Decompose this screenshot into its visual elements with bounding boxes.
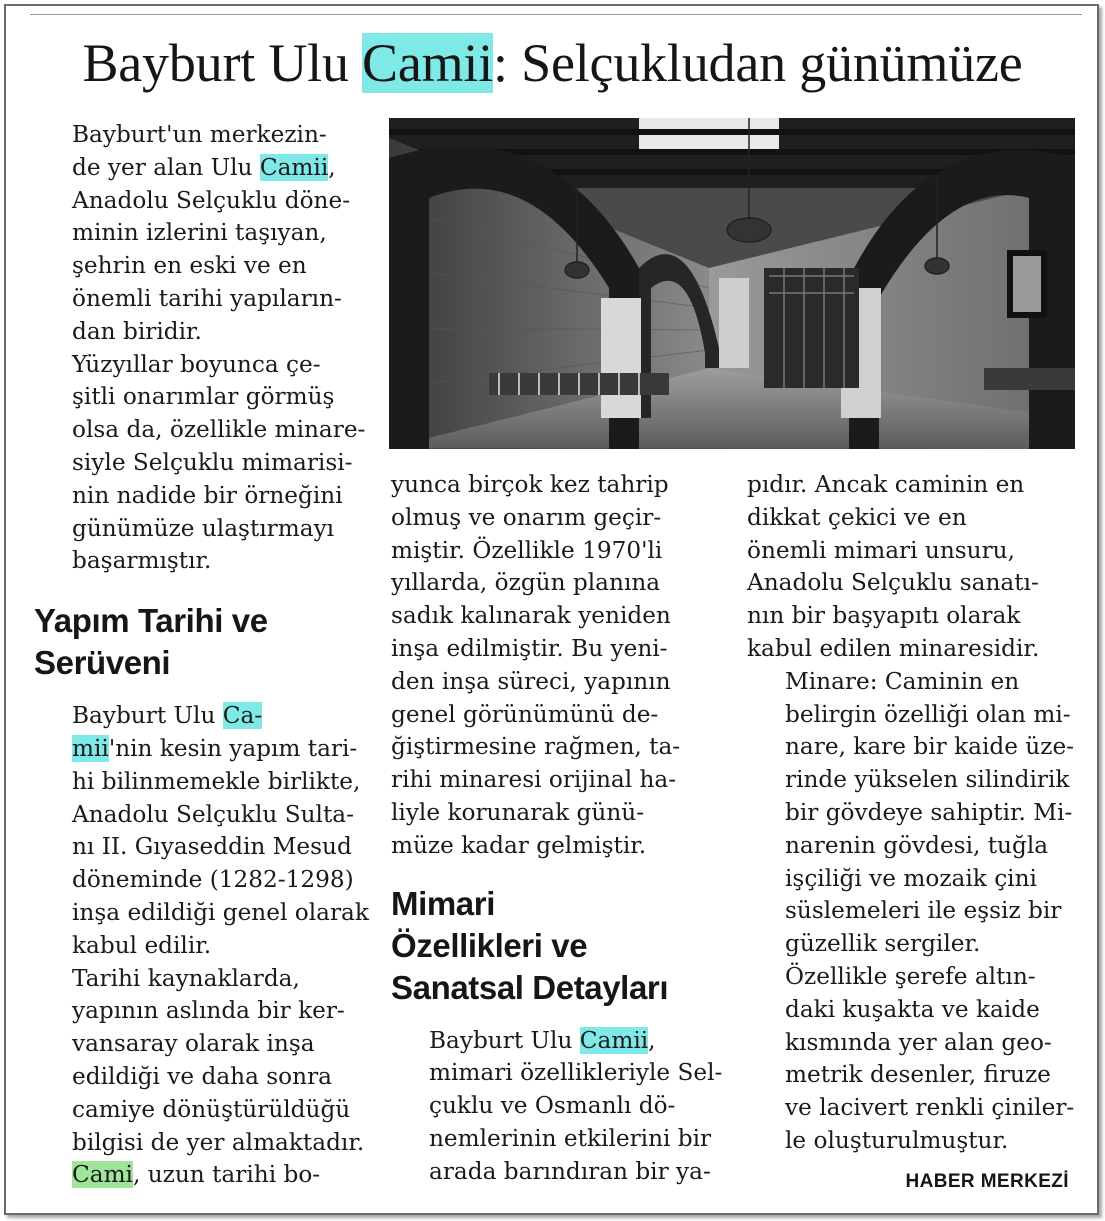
text-segment: Anadolu Selçuklu sanatı-	[747, 569, 1039, 597]
text-segment: ,	[648, 1026, 656, 1054]
text-line	[747, 895, 1077, 928]
text-line	[34, 897, 369, 930]
text-line	[34, 831, 364, 864]
text-segment: siyle Selçuklu mimarisi-	[72, 448, 353, 476]
text-segment: inşa edildiği genel olarak	[72, 898, 369, 926]
text-line	[391, 1025, 721, 1058]
text-segment: rihi minaresi orijinal ha-	[391, 766, 677, 794]
text-line	[391, 600, 721, 633]
text-segment: şitli onarımlar görmüş	[72, 383, 335, 411]
headline-text: Bayburt Ulu	[82, 33, 363, 93]
text-segment: genel görünümünü de-	[391, 700, 659, 728]
text-line	[747, 1059, 1077, 1092]
section2-paragraph-2	[747, 666, 1077, 961]
text-line	[391, 633, 721, 666]
text-line	[747, 1092, 1077, 1125]
text-line	[34, 733, 364, 766]
top-rule	[30, 14, 1082, 15]
text-segment: inşa edilmiştir. Bu yeni-	[391, 634, 668, 662]
intro-paragraph-2	[34, 349, 364, 579]
section1-paragraph-1	[34, 700, 369, 962]
text-segment: kabul edilen minaresidir.	[747, 634, 1040, 662]
text-segment: vansaray olarak inşa	[72, 1030, 315, 1058]
text-segment: hi bilinmemekle birlikte,	[72, 767, 361, 795]
text-line	[391, 502, 721, 535]
text-line	[34, 119, 364, 152]
text-line	[747, 830, 1077, 863]
text-line	[34, 963, 364, 996]
text-segment: Anadolu Selçuklu döne-	[72, 186, 351, 214]
text-line	[34, 1127, 364, 1160]
text-line	[391, 567, 721, 600]
text-segment: ğiştirmesine rağmen, ta-	[391, 733, 681, 761]
text-segment: çuklu ve Osmanlı dö-	[429, 1092, 676, 1120]
text-segment: döneminde (1282-1298)	[72, 866, 354, 894]
text-segment: Tarihi kaynaklarda,	[72, 964, 300, 992]
text-line	[34, 930, 364, 963]
text-segment: olsa da, özellikle minare-	[72, 416, 366, 444]
text-segment: kabul edilir.	[72, 931, 212, 959]
text-line	[391, 469, 721, 502]
text-line	[34, 864, 364, 897]
section1-paragraph-3	[34, 1159, 364, 1192]
text-line	[34, 447, 364, 480]
highlight-cami: Cami	[72, 1161, 133, 1189]
text-line	[391, 1123, 721, 1156]
highlight-camii: Camii	[579, 1026, 649, 1054]
text-segment: pıdır. Ancak caminin en	[747, 471, 1025, 498]
text-line	[34, 185, 364, 218]
photo-illustration	[389, 118, 1075, 449]
text-line	[34, 283, 364, 316]
text-line	[747, 666, 1077, 699]
text-line	[34, 700, 364, 733]
text-segment: Bayburt Ulu	[72, 702, 223, 730]
headline	[0, 28, 1105, 98]
text-line	[34, 349, 364, 382]
text-line	[34, 316, 364, 349]
headline-text-end: : Selçukludan günümüze	[493, 33, 1023, 93]
text-segment: arada barındıran bir ya-	[429, 1157, 711, 1185]
text-segment: Bayburt Ulu	[429, 1026, 580, 1054]
text-segment: başarmıştır.	[72, 547, 212, 575]
intro-paragraph-1	[34, 119, 364, 349]
text-segment: Özellikle şerefe altın-	[785, 962, 1036, 990]
text-line	[34, 250, 364, 283]
highlight-camii: Camii	[259, 153, 329, 181]
text-segment: liyle korunarak günü-	[391, 798, 645, 826]
text-segment: Bayburt'un merkezin-	[72, 121, 327, 148]
text-segment: Anadolu Selçuklu Sulta-	[72, 800, 354, 828]
text-segment: minin izlerini taşıyan,	[72, 219, 327, 247]
text-segment: yapının aslında bir ker-	[72, 997, 345, 1025]
text-segment: den inşa süreci, yapının	[391, 667, 671, 695]
text-segment: önemli tarihi yapıların-	[72, 284, 342, 312]
text-segment: kısmında yer alan geo-	[785, 1028, 1052, 1056]
column-2	[391, 469, 721, 1189]
section2-paragraph-1-continued	[747, 469, 1077, 666]
text-line	[391, 1057, 721, 1090]
text-segment: nemlerinin etkilerini bir	[429, 1124, 712, 1152]
text-segment: ,	[328, 153, 336, 181]
text-line	[391, 731, 721, 764]
text-segment: 'nin kesin yapım tari-	[108, 734, 358, 762]
text-segment: süslemeleri ile eşsiz bir	[785, 897, 1062, 925]
text-line	[391, 830, 721, 863]
text-segment: rinde yükselen silindirik	[785, 766, 1070, 794]
text-segment: de yer alan Ulu	[72, 153, 260, 181]
mosque-interior-photo	[389, 118, 1075, 449]
text-segment: olmuş ve onarım geçir-	[391, 503, 662, 531]
column-1	[34, 119, 369, 1192]
text-segment: mimari özellikleriyle Sel-	[429, 1059, 723, 1087]
section2-paragraph-3	[747, 961, 1077, 1158]
text-segment: edildiği ve daha sonra	[72, 1062, 332, 1090]
text-segment: nı II. Gıyaseddin Mesud	[72, 833, 352, 861]
text-line	[34, 766, 364, 799]
text-segment: yunca birçok kez tahrip	[391, 471, 669, 498]
text-line	[747, 928, 1077, 961]
text-line	[747, 469, 1077, 502]
text-segment: ve lacivert renkli çiniler-	[785, 1094, 1075, 1122]
text-line	[747, 731, 1077, 764]
column-3	[747, 469, 1077, 1158]
text-line	[34, 217, 364, 250]
text-segment: önemli mimari unsuru,	[747, 536, 1015, 564]
text-segment: daki kuşakta ve kaide	[785, 995, 1040, 1023]
headline-highlight: Camii	[362, 33, 494, 93]
text-line	[34, 513, 364, 546]
text-line	[747, 699, 1077, 732]
byline: HABER MERKEZİ	[905, 1171, 1069, 1192]
section-heading-yapim-tarihi: Yapım Tarihi ve Serüveni	[34, 602, 268, 682]
text-segment: camiye dönüştürüldüğü	[72, 1095, 351, 1123]
text-line	[391, 1156, 721, 1189]
text-line	[747, 1027, 1077, 1060]
section1-paragraph-3-continued	[391, 469, 721, 863]
text-line	[34, 1094, 364, 1127]
text-segment: bir gövdeye sahiptir. Mi-	[785, 798, 1073, 826]
text-line	[747, 863, 1077, 896]
text-line	[34, 480, 364, 513]
text-segment: narenin gövdesi, tuğla	[785, 831, 1049, 859]
text-line	[747, 502, 1077, 535]
text-line	[747, 764, 1077, 797]
text-segment: günümüze ulaştırmayı	[72, 514, 335, 542]
text-line	[747, 567, 1077, 600]
text-segment: dan biridir.	[72, 317, 202, 345]
highlight-camii: Ca-	[222, 702, 263, 730]
highlight-camii: mii	[72, 734, 109, 762]
text-line	[391, 764, 721, 797]
text-line	[34, 799, 364, 832]
text-segment: metrik desenler, firuze	[785, 1061, 1051, 1089]
text-line	[747, 600, 1077, 633]
text-line	[34, 995, 364, 1028]
text-line	[747, 961, 1077, 994]
text-segment: belirgin özelliği olan mi-	[785, 700, 1071, 728]
text-segment: dikkat çekici ve en	[747, 503, 967, 531]
section1-paragraph-2	[34, 963, 364, 1160]
text-line	[34, 381, 364, 414]
text-line	[34, 414, 364, 447]
text-segment: miştir. Özellikle 1970'li	[391, 536, 663, 564]
text-line	[34, 152, 364, 185]
text-line	[391, 535, 721, 568]
text-line	[391, 797, 721, 830]
text-segment: sadık kalınarak yeniden	[391, 602, 671, 630]
text-line	[747, 994, 1077, 1027]
text-line	[391, 1090, 721, 1123]
text-segment: Yüzyıllar boyunca çe-	[72, 350, 321, 378]
text-line	[34, 1028, 364, 1061]
text-line	[747, 797, 1077, 830]
section2-paragraph-1	[391, 1025, 721, 1189]
text-segment: yıllarda, özgün planına	[391, 569, 661, 597]
text-segment: le oluşturulmuştur.	[785, 1126, 1009, 1154]
text-line	[34, 1061, 364, 1094]
text-line	[747, 633, 1077, 666]
text-segment: nin nadide bir örneğini	[72, 481, 343, 509]
text-segment: şehrin en eski ve en	[72, 252, 307, 280]
text-segment: Minare: Caminin en	[785, 667, 1020, 695]
text-segment: , uzun tarihi bo-	[132, 1161, 321, 1189]
text-segment: nare, kare bir kaide üze-	[785, 733, 1075, 761]
text-line	[391, 699, 721, 732]
text-line	[747, 535, 1077, 568]
section-heading-mimari-ozellikler: Mimari Özellikleri ve Sanatsal Detayları	[391, 884, 669, 1006]
text-line	[34, 1159, 364, 1192]
text-segment: güzellik sergiler.	[785, 930, 981, 958]
text-segment: müze kadar gelmiştir.	[391, 831, 647, 859]
text-line	[747, 1125, 1077, 1158]
text-line	[391, 666, 721, 699]
text-segment: nın bir başyapıtı olarak	[747, 602, 1021, 630]
text-segment: işçiliği ve mozaik çini	[785, 864, 1037, 892]
text-line	[34, 545, 364, 578]
text-segment: bilgisi de yer almaktadır.	[72, 1128, 365, 1156]
